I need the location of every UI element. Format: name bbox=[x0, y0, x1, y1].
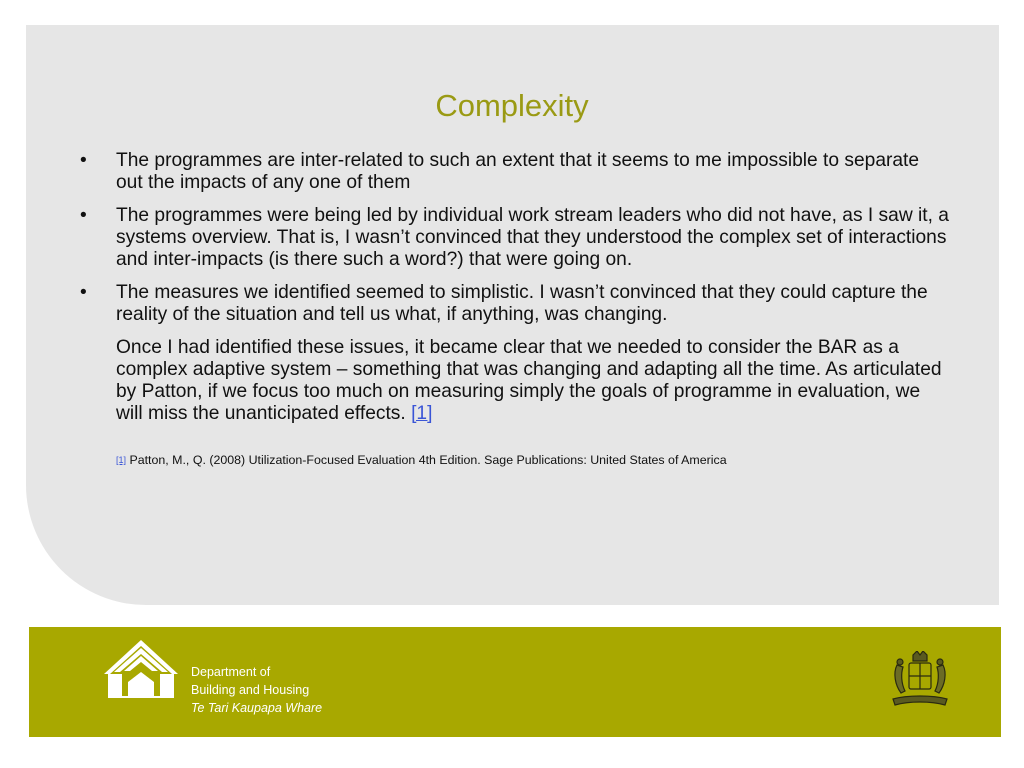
nz-coat-of-arms-icon bbox=[887, 651, 953, 707]
bullet-marker: • bbox=[80, 282, 87, 303]
house-roof-icon bbox=[102, 638, 180, 700]
bullet-item bbox=[80, 282, 950, 326]
bullet-text: The programmes are inter-related to such an extent that it seems to me impossible to separate out the impacts of any one of them bbox=[116, 150, 920, 193]
bullet-text: The programmes were being led by individual work stream leaders who did not have, as I saw it, a systems overview. That is, I wasn’t convinced that they understood the complex set of interactions and inter-impacts (is there such a word?) that were going on. bbox=[116, 205, 949, 270]
dept-line-3: Te Tari Kaupapa Whare bbox=[191, 701, 323, 715]
slide-content bbox=[80, 150, 950, 471]
footer-band bbox=[29, 627, 1001, 737]
department-name bbox=[191, 663, 322, 717]
footnote-anchor[interactable]: [1] bbox=[116, 455, 127, 465]
bullet-item bbox=[80, 150, 950, 194]
body-paragraph bbox=[80, 337, 950, 425]
footnote-text: Patton, M., Q. (2008) Utilization-Focused Evaluation 4th Edition. Sage Publications: United States of America bbox=[126, 453, 727, 467]
dept-line-2: Building and Housing bbox=[191, 683, 310, 697]
bullet-item bbox=[80, 205, 950, 271]
footnote-link[interactable]: [1] bbox=[411, 403, 433, 424]
bullet-text: The measures we identified seemed to simplistic. I wasn’t convinced that they could capture the reality of the situation and tell us what, if anything, was changing. bbox=[116, 282, 928, 325]
bullet-marker: • bbox=[80, 150, 87, 171]
paragraph-text: Once I had identified these issues, it became clear that we needed to consider the BAR as a complex adaptive system – something that was changing and adapting all the time. As articulated by Patton, if we focus too much on measuring simply the goals of programme in evaluation, we will miss the unanticipated effects. bbox=[116, 337, 942, 424]
dept-line-1: Department of bbox=[191, 665, 271, 679]
footnote bbox=[80, 449, 950, 471]
slide-title: Complexity bbox=[435, 88, 589, 123]
bullet-marker: • bbox=[80, 205, 87, 226]
